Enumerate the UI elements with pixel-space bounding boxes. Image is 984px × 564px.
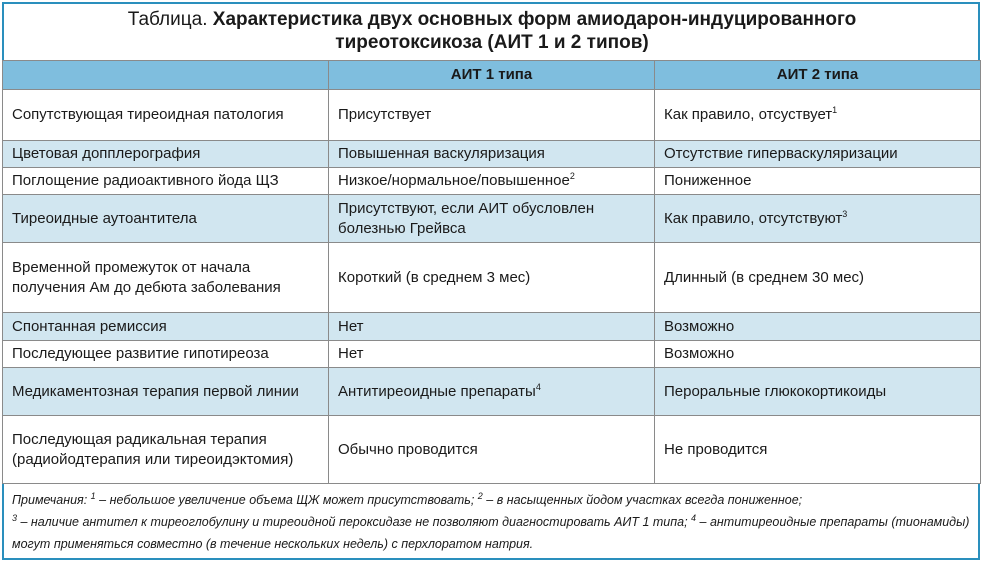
cell-text: Пониженное xyxy=(664,172,752,189)
note-1-text: – небольшое увеличение объема ЩЖ может присутствовать; xyxy=(95,493,478,507)
cell-ait2 xyxy=(655,368,981,416)
notes-line1 xyxy=(12,489,978,511)
cell-text: Пероральные глюкокортикоиды xyxy=(664,382,887,400)
cell-text: Обычно проводится xyxy=(338,440,478,458)
cell-ait1 xyxy=(329,141,655,168)
table-row xyxy=(3,416,981,484)
cell-text: Антитиреоидные препараты xyxy=(338,382,536,400)
cell-ait2 xyxy=(655,141,981,168)
cell-text: Возможно xyxy=(664,345,735,362)
footnote-mark: 3 xyxy=(12,512,18,523)
cell-ait2 xyxy=(655,416,981,484)
note-2-text: – в насыщенных йодом участках всегда пониженное; xyxy=(482,493,803,507)
cell-ait1 xyxy=(329,341,655,368)
footnote-mark: 1 xyxy=(90,490,96,501)
title-lead: Таблица. xyxy=(127,9,208,30)
header-row xyxy=(3,61,981,90)
table-row xyxy=(3,195,981,243)
note-4-text: – антитиреоидные препараты (тионамиды) могут применяться совместно (в течение нескольких недель) с перхлоратом натрия. xyxy=(12,515,970,551)
cell-ait1 xyxy=(329,243,655,313)
cell-ait1 xyxy=(329,168,655,195)
cell-text: Присутствует xyxy=(338,106,432,123)
cell-ait2 xyxy=(655,90,981,141)
cell-text: Длинный (в среднем 30 мес) xyxy=(664,268,865,286)
title-bold-line2: тиреотоксикоза (АИТ 1 и 2 типов) xyxy=(335,32,649,53)
footnote-mark: 2 xyxy=(477,490,483,501)
header-ait2: АИТ 2 типа xyxy=(655,61,981,90)
cell-text: Повышенная васкуляризация xyxy=(338,145,545,162)
title-bold-line1: Характеристика двух основных форм амиодарон-индуцированного xyxy=(212,9,857,30)
cell-text: Нет xyxy=(338,317,364,335)
table-row xyxy=(3,368,981,416)
cell-ait2 xyxy=(655,243,981,313)
table-row xyxy=(3,141,981,168)
cell-ait1 xyxy=(329,195,655,243)
row-label: Медикаментозная терапия первой линии xyxy=(3,368,329,416)
cell-text: Низкое/нормальное/повышенное xyxy=(338,172,570,189)
footnote-mark: 3 xyxy=(842,208,848,219)
footnote-mark: 4 xyxy=(691,512,697,523)
cell-text: Нет xyxy=(338,345,364,362)
table-row xyxy=(3,168,981,195)
row-label: Последующая радикальная терапия (радиойодтерапия или тиреоидэктомия) xyxy=(3,416,329,484)
footnote-mark: 1 xyxy=(832,105,838,115)
cell-ait2 xyxy=(655,168,981,195)
notes-prefix: Примечания: xyxy=(12,493,88,507)
notes-line2 xyxy=(12,511,978,555)
cell-text: Возможно xyxy=(664,317,735,335)
cell-text: Отсутствие гиперваскуляризации xyxy=(664,145,898,162)
cell-ait1 xyxy=(329,90,655,141)
cell-text: Как правило, отсутствуют xyxy=(664,209,843,227)
cell-text: Присутствуют, если АИТ обусловлен болезнью Грейвса xyxy=(338,199,595,237)
cell-text: Короткий (в среднем 3 мес) xyxy=(338,268,531,286)
row-label: Сопутствующая тиреоидная патология xyxy=(3,90,329,141)
cell-ait1 xyxy=(329,416,655,484)
cell-ait2 xyxy=(655,341,981,368)
table-row xyxy=(3,90,981,141)
header-empty xyxy=(3,61,329,90)
cell-ait1 xyxy=(329,368,655,416)
cell-ait2 xyxy=(655,313,981,341)
footnote-mark: 2 xyxy=(569,171,575,181)
comparison-table xyxy=(2,60,981,484)
row-label: Временной промежуток от начала получения Ам до дебюта заболевания xyxy=(3,243,329,313)
row-label: Последующее развитие гипотиреоза xyxy=(3,341,329,368)
row-label: Спонтанная ремиссия xyxy=(3,313,329,341)
row-label: Тиреоидные аутоантитела xyxy=(3,195,329,243)
row-label: Цветовая допплерография xyxy=(3,141,329,168)
cell-text: Как правило, отсуствует xyxy=(664,106,833,123)
table-title xyxy=(2,8,982,54)
table-row xyxy=(3,341,981,368)
cell-ait2 xyxy=(655,195,981,243)
table-row xyxy=(3,313,981,341)
footnote-mark: 4 xyxy=(535,381,541,392)
cell-text: Не проводится xyxy=(664,440,768,458)
table-row xyxy=(3,243,981,313)
cell-ait1 xyxy=(329,313,655,341)
header-ait1: АИТ 1 типа xyxy=(329,61,655,90)
table-notes xyxy=(4,489,978,555)
row-label: Поглощение радиоактивного йода ЩЗ xyxy=(3,168,329,195)
note-3-text: – наличие антител к тиреоглобулину и тиреоидной пероксидазе не позволяют диагностировать АИТ 1 типа; xyxy=(17,515,692,529)
